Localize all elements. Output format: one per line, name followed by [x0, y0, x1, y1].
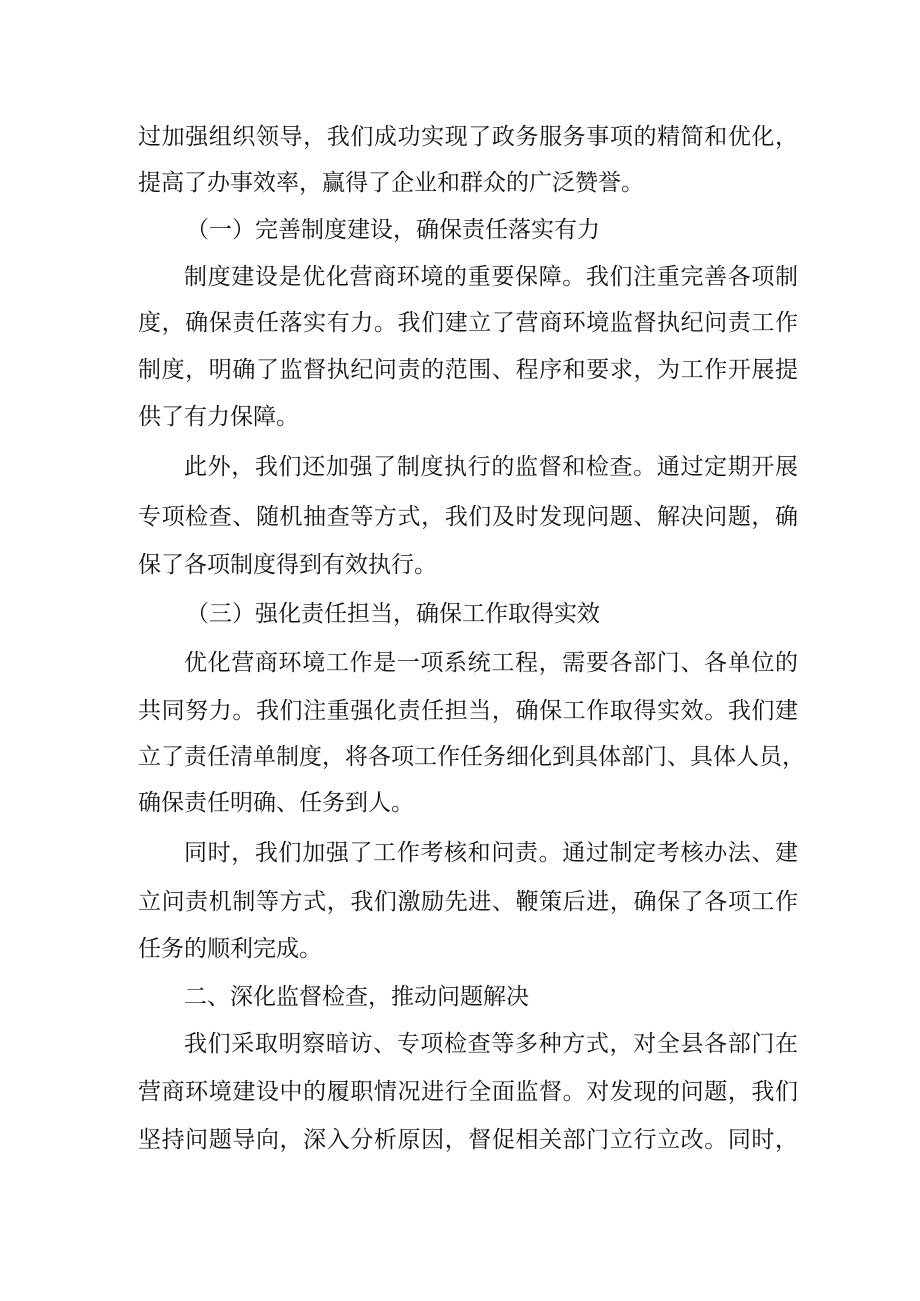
- paragraph-line: 立问责机制等方式，我们激励先进、鞭策后进，确保了各项工作: [138, 889, 798, 915]
- paragraph-line: 确保责任明确、任务到人。: [138, 790, 414, 816]
- paragraph-line: 供了有力保障。: [138, 404, 299, 430]
- paragraph-line: 制度建设是优化营商环境的重要保障。我们注重完善各项制: [184, 264, 798, 290]
- paragraph-line: 制度，明确了监督执纪问责的范围、程序和要求，为工作开展提: [138, 357, 798, 383]
- paragraph-line: 过加强组织领导，我们成功实现了政务服务事项的精简和优化，: [138, 124, 798, 150]
- paragraph-line: 立了责任清单制度，将各项工作任务细化到具体部门、具体人员，: [138, 744, 805, 770]
- paragraph-line: 优化营商环境工作是一项系统工程，需要各部门、各单位的: [184, 650, 798, 676]
- section-heading: （三）强化责任担当，确保工作取得实效: [186, 601, 600, 627]
- section-heading: 二、深化监督检查，推动问题解决: [184, 984, 529, 1010]
- paragraph-line: 坚持问题导向，深入分析原因，督促相关部门立行立改。同时，: [138, 1127, 798, 1153]
- paragraph-line: 同时，我们加强了工作考核和问责。通过制定考核办法、建: [184, 840, 798, 866]
- paragraph-line: 保了各项制度得到有效执行。: [138, 552, 437, 578]
- paragraph-line: 任务的顺利完成。: [138, 936, 322, 962]
- paragraph-line: 共同努力。我们注重强化责任担当，确保工作取得实效。我们建: [138, 698, 798, 724]
- paragraph-line: 营商环境建设中的履职情况进行全面监督。对发现的问题，我们: [138, 1079, 798, 1105]
- section-heading: （一）完善制度建设，确保责任落实有力: [186, 217, 600, 243]
- paragraph-line: 我们采取明察暗访、专项检查等多种方式，对全县各部门在: [184, 1031, 798, 1057]
- paragraph-line: 此外，我们还加强了制度执行的监督和检查。通过定期开展: [184, 454, 798, 480]
- paragraph-line: 专项检查、随机抽查等方式，我们及时发现问题、解决问题，确: [138, 504, 798, 530]
- paragraph-line: 提高了办事效率，赢得了企业和群众的广泛赞誉。: [138, 170, 644, 196]
- paragraph-line: 度，确保责任落实有力。我们建立了营商环境监督执纪问责工作: [138, 310, 798, 336]
